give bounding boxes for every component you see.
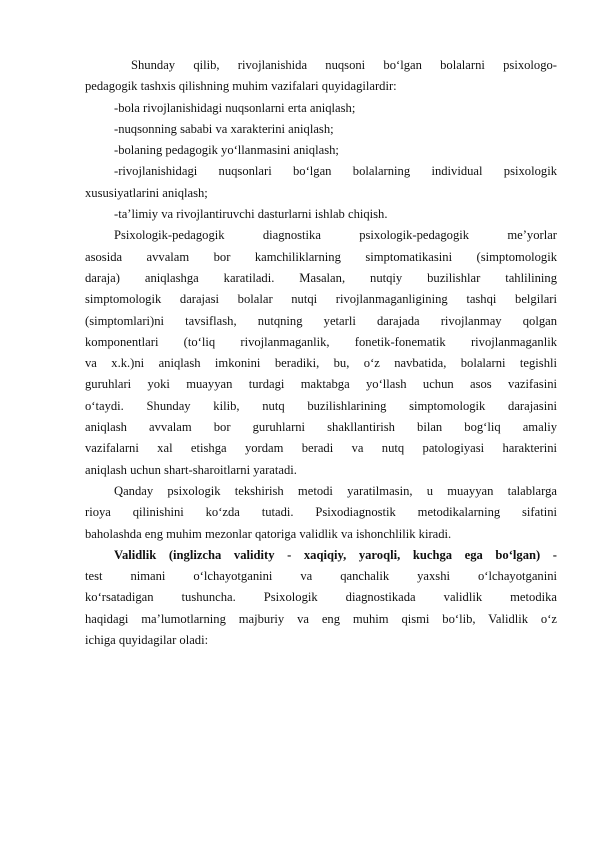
- text-line: asosida avvalam bor kamchiliklarning simptomatikasini (simptomologik: [85, 249, 557, 264]
- text-line: (simptomlari)ni tavsiflash, nutqning yetarli darajada rivojlanmay qolgan: [85, 313, 557, 328]
- list-item-continuation: xususiyatlarini aniqlash;: [85, 185, 208, 200]
- text-line: daraja) aniqlashga karatiladi. Masalan, nutqiy buzilishlar tahlilining: [85, 270, 557, 285]
- task-list: [85, 98, 557, 226]
- text-line: guruhlari yoki muayyan turdagi maktabga yo‘llash uchun asos vazifasini: [85, 377, 557, 392]
- list-item: -bola rivojlanishidagi nuqsonlarni erta aniqlash;: [114, 100, 356, 115]
- text-line: vazifalarni xal etishga yordam beradi va nutq patologiyasi harakterini: [85, 441, 557, 456]
- text-line: rioya qilinishini ko‘zda tutadi. Psixodiagnostik metodikalarning sifatini: [85, 505, 557, 520]
- text-line: pedagogik tashxis qilishning muhim vazifalari quyidagilardir:: [85, 79, 397, 94]
- text-line: Psixologik-pedagogik diagnostika psixologik-pedagogik me’yorlar: [114, 228, 557, 243]
- text-line: va x.k.)ni aniqlash imkonini beradiki, bu, o‘z navbatida, bolalarni tegishli: [85, 356, 557, 371]
- paragraph-requirements: [85, 481, 557, 545]
- text-line: aniqlash uchun shart-sharoitlarni yaratadi.: [85, 462, 297, 477]
- text-line: ichiga quyidagilar oladi:: [85, 633, 209, 648]
- definition-term: Validlik (inglizcha validity - xaqiqiy, yaroqli, kuchga ega bo‘lgan) -: [114, 547, 557, 562]
- text-line: test nimani o‘lchayotganini va qanchalik yaxshi o‘lchayotganini: [85, 569, 557, 584]
- text-line: haqidagi ma’lumotlarning majburiy va eng muhim qismi bo‘lib, Validlik o‘z: [85, 611, 557, 626]
- list-item: -bolaning pedagogik yo‘llanmasini aniqlash;: [114, 143, 339, 158]
- paragraph-intro: [85, 55, 557, 98]
- text-line: o‘taydi. Shunday kilib, nutq buzilishlarining simptomologik darajasini: [85, 398, 557, 413]
- list-item: -rivojlanishidagi nuqsonlari bo‘lgan bolalarning individual psixologik: [114, 164, 557, 179]
- text-line: ko‘rsatadigan tushuncha. Psixologik diagnostikada validlik metodika: [85, 590, 557, 605]
- list-item: -nuqsonning sababi va xarakterini aniqlash;: [114, 121, 334, 136]
- text-line: baholashda eng muhim mezonlar qatoriga validlik va ishonchlilik kiradi.: [85, 526, 452, 541]
- text-line: Shunday qilib, rivojlanishida nuqsoni bo‘lgan bolalarni psixologo-: [131, 58, 557, 72]
- text-line: komponentlari (to‘liq rivojlanmaganlik, fonetik-fonematik rivojlanmaganlik: [85, 334, 557, 349]
- text-line: aniqlash avvalam bor guruhlarni shakllantirish bilan bog‘liq amaliy: [85, 420, 557, 435]
- text-line: Qanday psixologik tekshirish metodi yaratilmasin, u muayyan talablarga: [114, 483, 557, 498]
- list-item: -ta’limiy va rivojlantiruvchi dasturlarni ishlab chiqish.: [114, 207, 388, 222]
- paragraph-validity: [85, 545, 557, 651]
- text-line: simptomologik darajasi bolalar nutqi rivojlanmaganligining tashqi belgilari: [85, 292, 557, 307]
- document-page: [85, 55, 557, 651]
- paragraph-diagnostics: [85, 225, 557, 481]
